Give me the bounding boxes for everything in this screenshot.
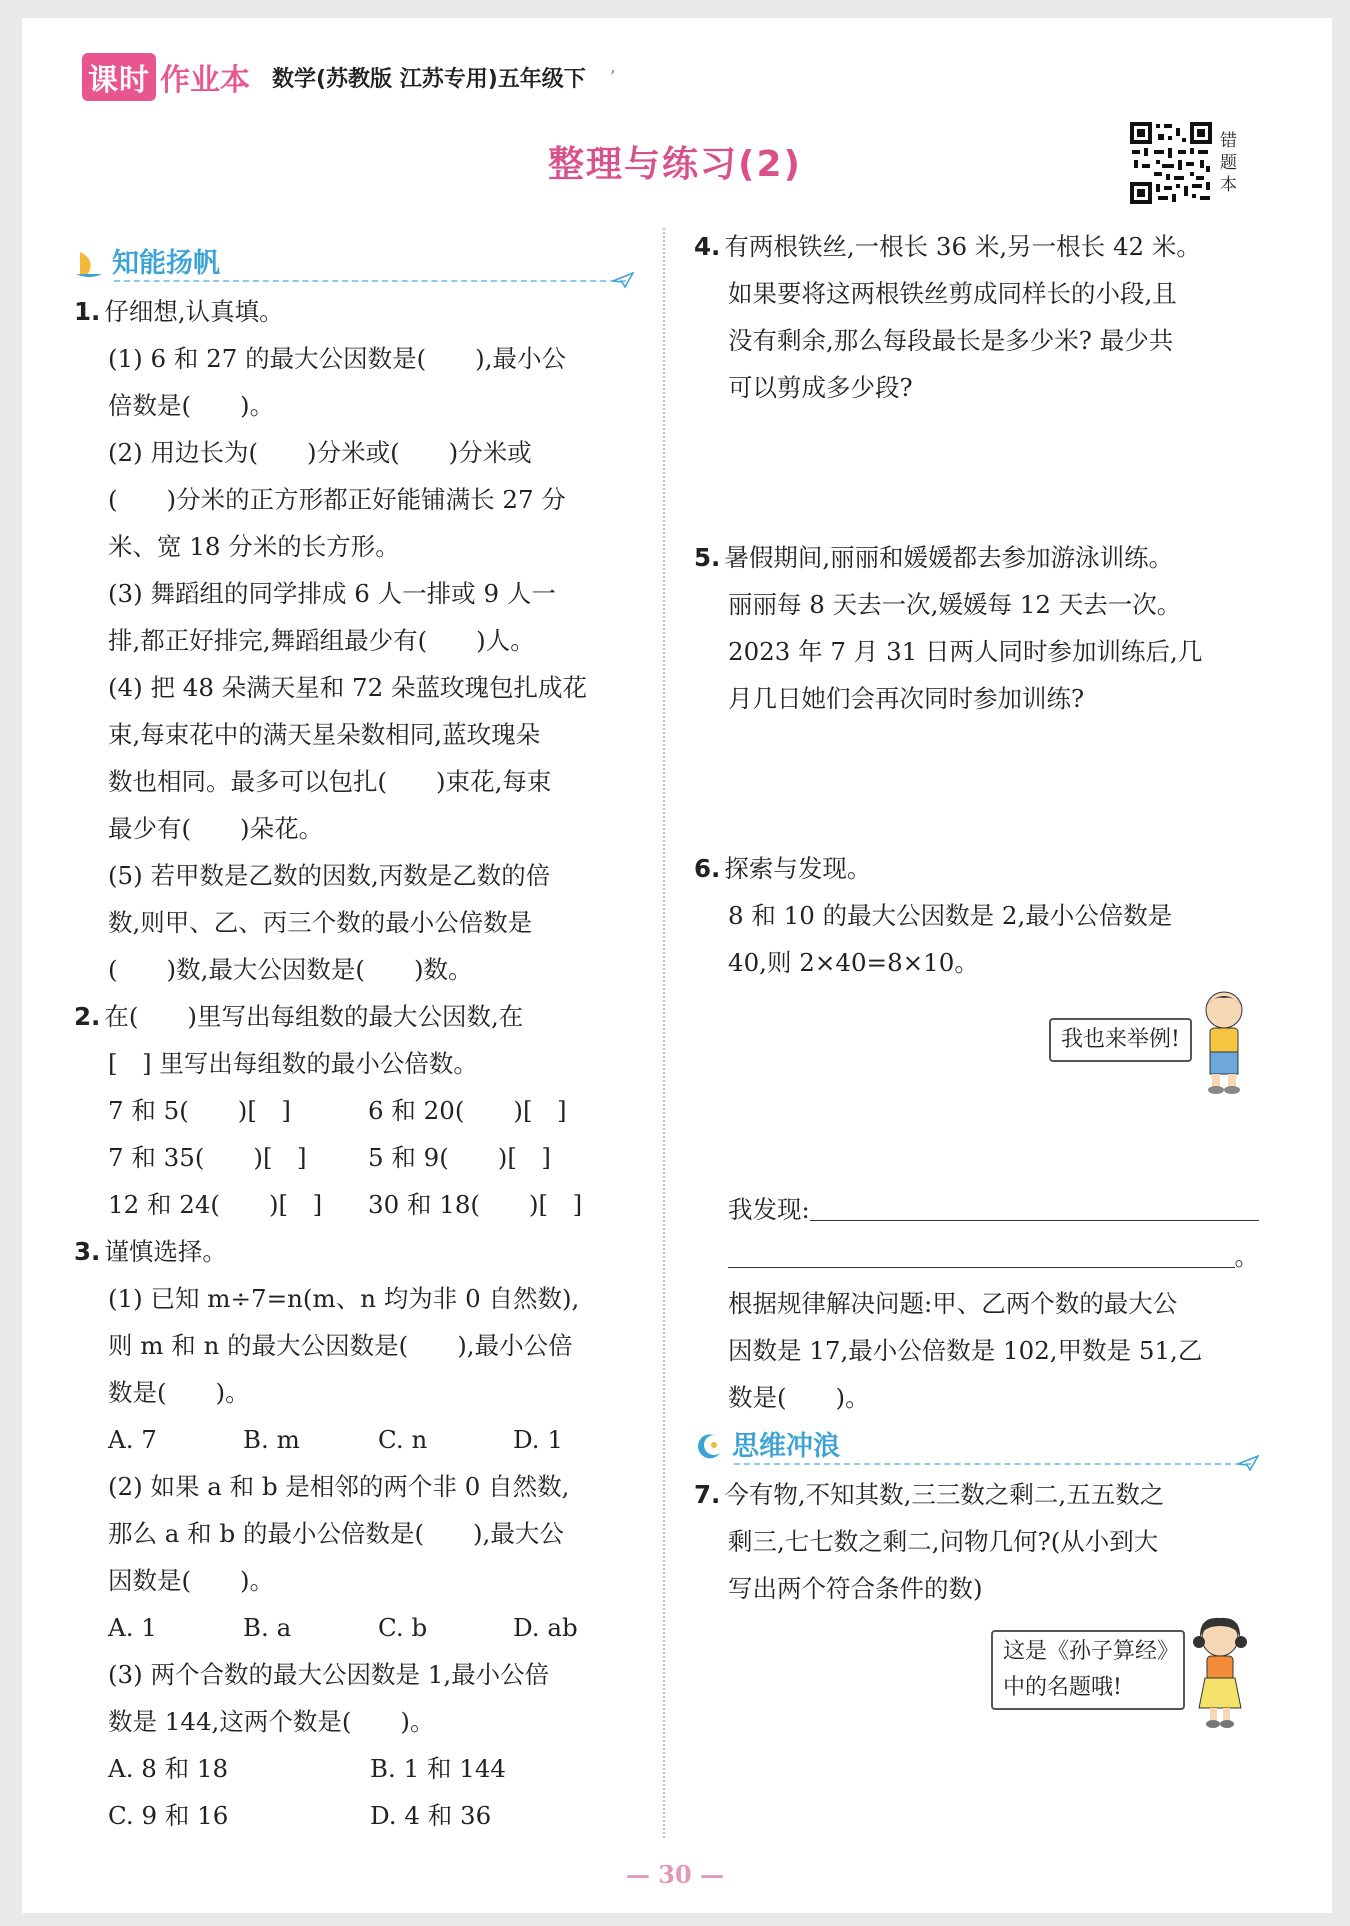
- choice-d[interactable]: D. 4 和 36: [370, 1801, 492, 1830]
- choice-b[interactable]: B. a: [243, 1613, 292, 1642]
- question-line: 束,每束花中的满天星朵数相同,蓝玫瑰朵: [108, 720, 541, 749]
- question-line: (2) 用边长为( )分米或( )分米或: [108, 438, 532, 467]
- number-pair: 7 和 5( )[ ]: [108, 1096, 291, 1125]
- number-pair: 6 和 20( )[ ]: [368, 1096, 567, 1125]
- choice-a[interactable]: A. 8 和 18: [108, 1754, 229, 1783]
- choice-a[interactable]: A. 1: [108, 1613, 157, 1642]
- qr-code-icon[interactable]: [1128, 120, 1214, 206]
- choice-c[interactable]: C. n: [378, 1425, 428, 1454]
- question-5: [694, 534, 1259, 845]
- question-stem: 仔细想,认真填。: [104, 297, 284, 326]
- finding-line: [694, 1186, 1259, 1233]
- question-1: [74, 288, 634, 993]
- question-line: (3) 两个合数的最大公因数是 1,最小公倍: [108, 1660, 550, 1689]
- section-title: 思维冲浪: [732, 1430, 840, 1462]
- question-line: 数是 144,这两个数是( )。: [108, 1707, 435, 1736]
- boy-cartoon-icon: [1194, 986, 1254, 1098]
- question-line: 因数是 17,最小公倍数是 102,甲数是 51,乙: [728, 1336, 1203, 1365]
- question-line: 排,都正好排完,舞蹈组最少有( )人。: [108, 626, 535, 655]
- number-pair: 7 和 35( )[ ]: [108, 1143, 307, 1172]
- question-line: (5) 若甲数是乙数的因数,丙数是乙数的倍: [108, 861, 551, 890]
- paper-plane-icon: [1237, 1455, 1259, 1471]
- finding-blank-2[interactable]: [728, 1233, 1235, 1268]
- question-number: 4.: [694, 232, 721, 261]
- brand-logo: [82, 53, 250, 101]
- number-pair: 30 和 18( )[ ]: [368, 1190, 583, 1219]
- question-line: 今有物,不知其数,三三数之剩二,五五数之: [724, 1480, 1165, 1509]
- section-underline: [114, 280, 626, 282]
- choice-d[interactable]: D. ab: [513, 1613, 578, 1642]
- question-stem: 探索与发现。: [724, 854, 872, 883]
- section-heading-right: [694, 1421, 1259, 1471]
- question-line: 可以剪成多少段?: [728, 373, 913, 402]
- choice-d[interactable]: D. 1: [513, 1425, 563, 1454]
- question-number: 2.: [74, 1002, 101, 1031]
- question-line: 数,则甲、乙、丙三个数的最小公倍数是: [108, 908, 533, 937]
- question-stem: 谨慎选择。: [104, 1237, 227, 1266]
- question-line: 丽丽每 8 天去一次,媛媛每 12 天去一次。: [728, 590, 1182, 619]
- right-column: [694, 223, 1259, 1752]
- choice-options: [74, 1416, 634, 1463]
- stray-mark: ’: [609, 66, 616, 88]
- left-column: [74, 238, 634, 1839]
- question-line: ( )数,最大公因数是( )数。: [108, 955, 473, 984]
- question-line: [ ] 里写出每组数的最小公倍数。: [108, 1049, 478, 1078]
- question-7: [694, 1471, 1259, 1752]
- question-line: 剩三,七七数之剩二,问物几何?(从小到大: [728, 1527, 1159, 1556]
- question-number: 5.: [694, 543, 721, 572]
- column-divider: [663, 228, 665, 1838]
- answer-space[interactable]: [694, 1612, 1259, 1752]
- question-line: 那么 a 和 b 的最小公倍数是( ),最大公: [108, 1519, 564, 1548]
- number-pairs: [74, 1087, 634, 1228]
- question-line: (3) 舞蹈组的同学排成 6 人一排或 9 人一: [108, 579, 556, 608]
- choice-b[interactable]: B. 1 和 144: [370, 1754, 507, 1783]
- example-area[interactable]: [694, 986, 1259, 1186]
- question-line: 因数是( )。: [108, 1566, 275, 1595]
- question-4: [694, 223, 1259, 534]
- choice-options: [74, 1792, 634, 1839]
- question-line: 米、宽 18 分米的长方形。: [108, 532, 400, 561]
- question-number: 1.: [74, 297, 101, 326]
- question-line: 如果要将这两根铁丝剪成同样长的小段,且: [728, 279, 1177, 308]
- question-6: [694, 845, 1259, 1421]
- question-line: 数是( )。: [728, 1383, 870, 1412]
- question-line: 则 m 和 n 的最大公因数是( ),最小公倍: [108, 1331, 573, 1360]
- question-line: (4) 把 48 朵满天星和 72 朵蓝玫瑰包扎成花: [108, 673, 587, 702]
- moon-icon: [694, 1431, 724, 1461]
- qr-label: 错题本: [1220, 131, 1237, 195]
- choice-c[interactable]: C. b: [378, 1613, 428, 1642]
- sail-icon: [74, 248, 104, 278]
- question-line: 最少有( )朵花。: [108, 814, 324, 843]
- answer-space[interactable]: [694, 411, 1259, 534]
- question-line: 数是( )。: [108, 1378, 250, 1407]
- question-line: (1) 已知 m÷7=n(m、n 均为非 0 自然数),: [108, 1284, 580, 1313]
- number-pair: 12 和 24( )[ ]: [108, 1190, 323, 1219]
- section-heading-left: [74, 238, 634, 288]
- end-mark: 。: [1234, 1242, 1259, 1271]
- page-header: [82, 52, 616, 102]
- choice-b[interactable]: B. m: [243, 1425, 300, 1454]
- question-line: ( )分米的正方形都正好能铺满长 27 分: [108, 485, 566, 514]
- question-stem: 在( )里写出每组数的最大公因数,在: [104, 1002, 524, 1031]
- choice-c[interactable]: C. 9 和 16: [108, 1801, 229, 1830]
- girl-cartoon-icon: [1189, 1612, 1251, 1732]
- speech-bubble: 我也来举例!: [1049, 1018, 1192, 1062]
- question-line: 有两根铁丝,一根长 36 米,另一根长 42 米。: [724, 232, 1201, 261]
- speech-bubble: [991, 1630, 1185, 1710]
- question-line: 40,则 2×40=8×10。: [728, 948, 979, 977]
- question-line: 倍数是( )。: [108, 391, 275, 420]
- question-number: 6.: [694, 854, 721, 883]
- subject-label: 数学(苏教版 江苏专用)五年级下: [272, 66, 586, 92]
- bubble-line: 中的名题哦!: [1003, 1675, 1122, 1700]
- question-line: 月几日她们会再次同时参加训练?: [728, 684, 1085, 713]
- question-line: 2023 年 7 月 31 日两人同时参加训练后,几: [728, 637, 1203, 666]
- logo-box: 课时: [82, 53, 156, 101]
- page-number: — 30 —: [625, 1860, 725, 1889]
- finding-blank[interactable]: [810, 1186, 1259, 1221]
- answer-space[interactable]: [694, 722, 1259, 845]
- bubble-line: 这是《孙子算经》: [1003, 1639, 1180, 1664]
- question-line: 写出两个符合条件的数): [728, 1574, 983, 1603]
- question-line: (1) 6 和 27 的最大公因数是( ),最小公: [108, 344, 567, 373]
- finding-line-2: [694, 1233, 1259, 1280]
- question-line: 数也相同。最多可以包扎( )束花,每束: [108, 767, 552, 796]
- choice-a[interactable]: A. 7: [108, 1425, 157, 1454]
- question-number: 3.: [74, 1237, 101, 1266]
- question-number: 7.: [694, 1480, 721, 1509]
- question-line: (2) 如果 a 和 b 是相邻的两个非 0 自然数,: [108, 1472, 570, 1501]
- question-line: 暑假期间,丽丽和媛媛都去参加游泳训练。: [724, 543, 1174, 572]
- number-pair: 5 和 9( )[ ]: [368, 1143, 551, 1172]
- choice-options: [74, 1604, 634, 1651]
- question-line: 根据规律解决问题:甲、乙两个数的最大公: [728, 1289, 1178, 1318]
- question-line: 8 和 10 的最大公因数是 2,最小公倍数是: [728, 901, 1173, 930]
- question-2: [74, 993, 634, 1228]
- section-underline: [734, 1463, 1251, 1465]
- paper-plane-icon: [612, 272, 634, 288]
- logo-text: 作业本: [160, 63, 250, 98]
- page-title: 整理与练习(2): [548, 144, 802, 185]
- question-3: [74, 1228, 634, 1839]
- section-title: 知能扬帆: [112, 247, 220, 279]
- choice-options: [74, 1745, 634, 1792]
- question-line: 没有剩余,那么每段最长是多少米? 最少共: [728, 326, 1174, 355]
- finding-label: 我发现:: [728, 1195, 810, 1224]
